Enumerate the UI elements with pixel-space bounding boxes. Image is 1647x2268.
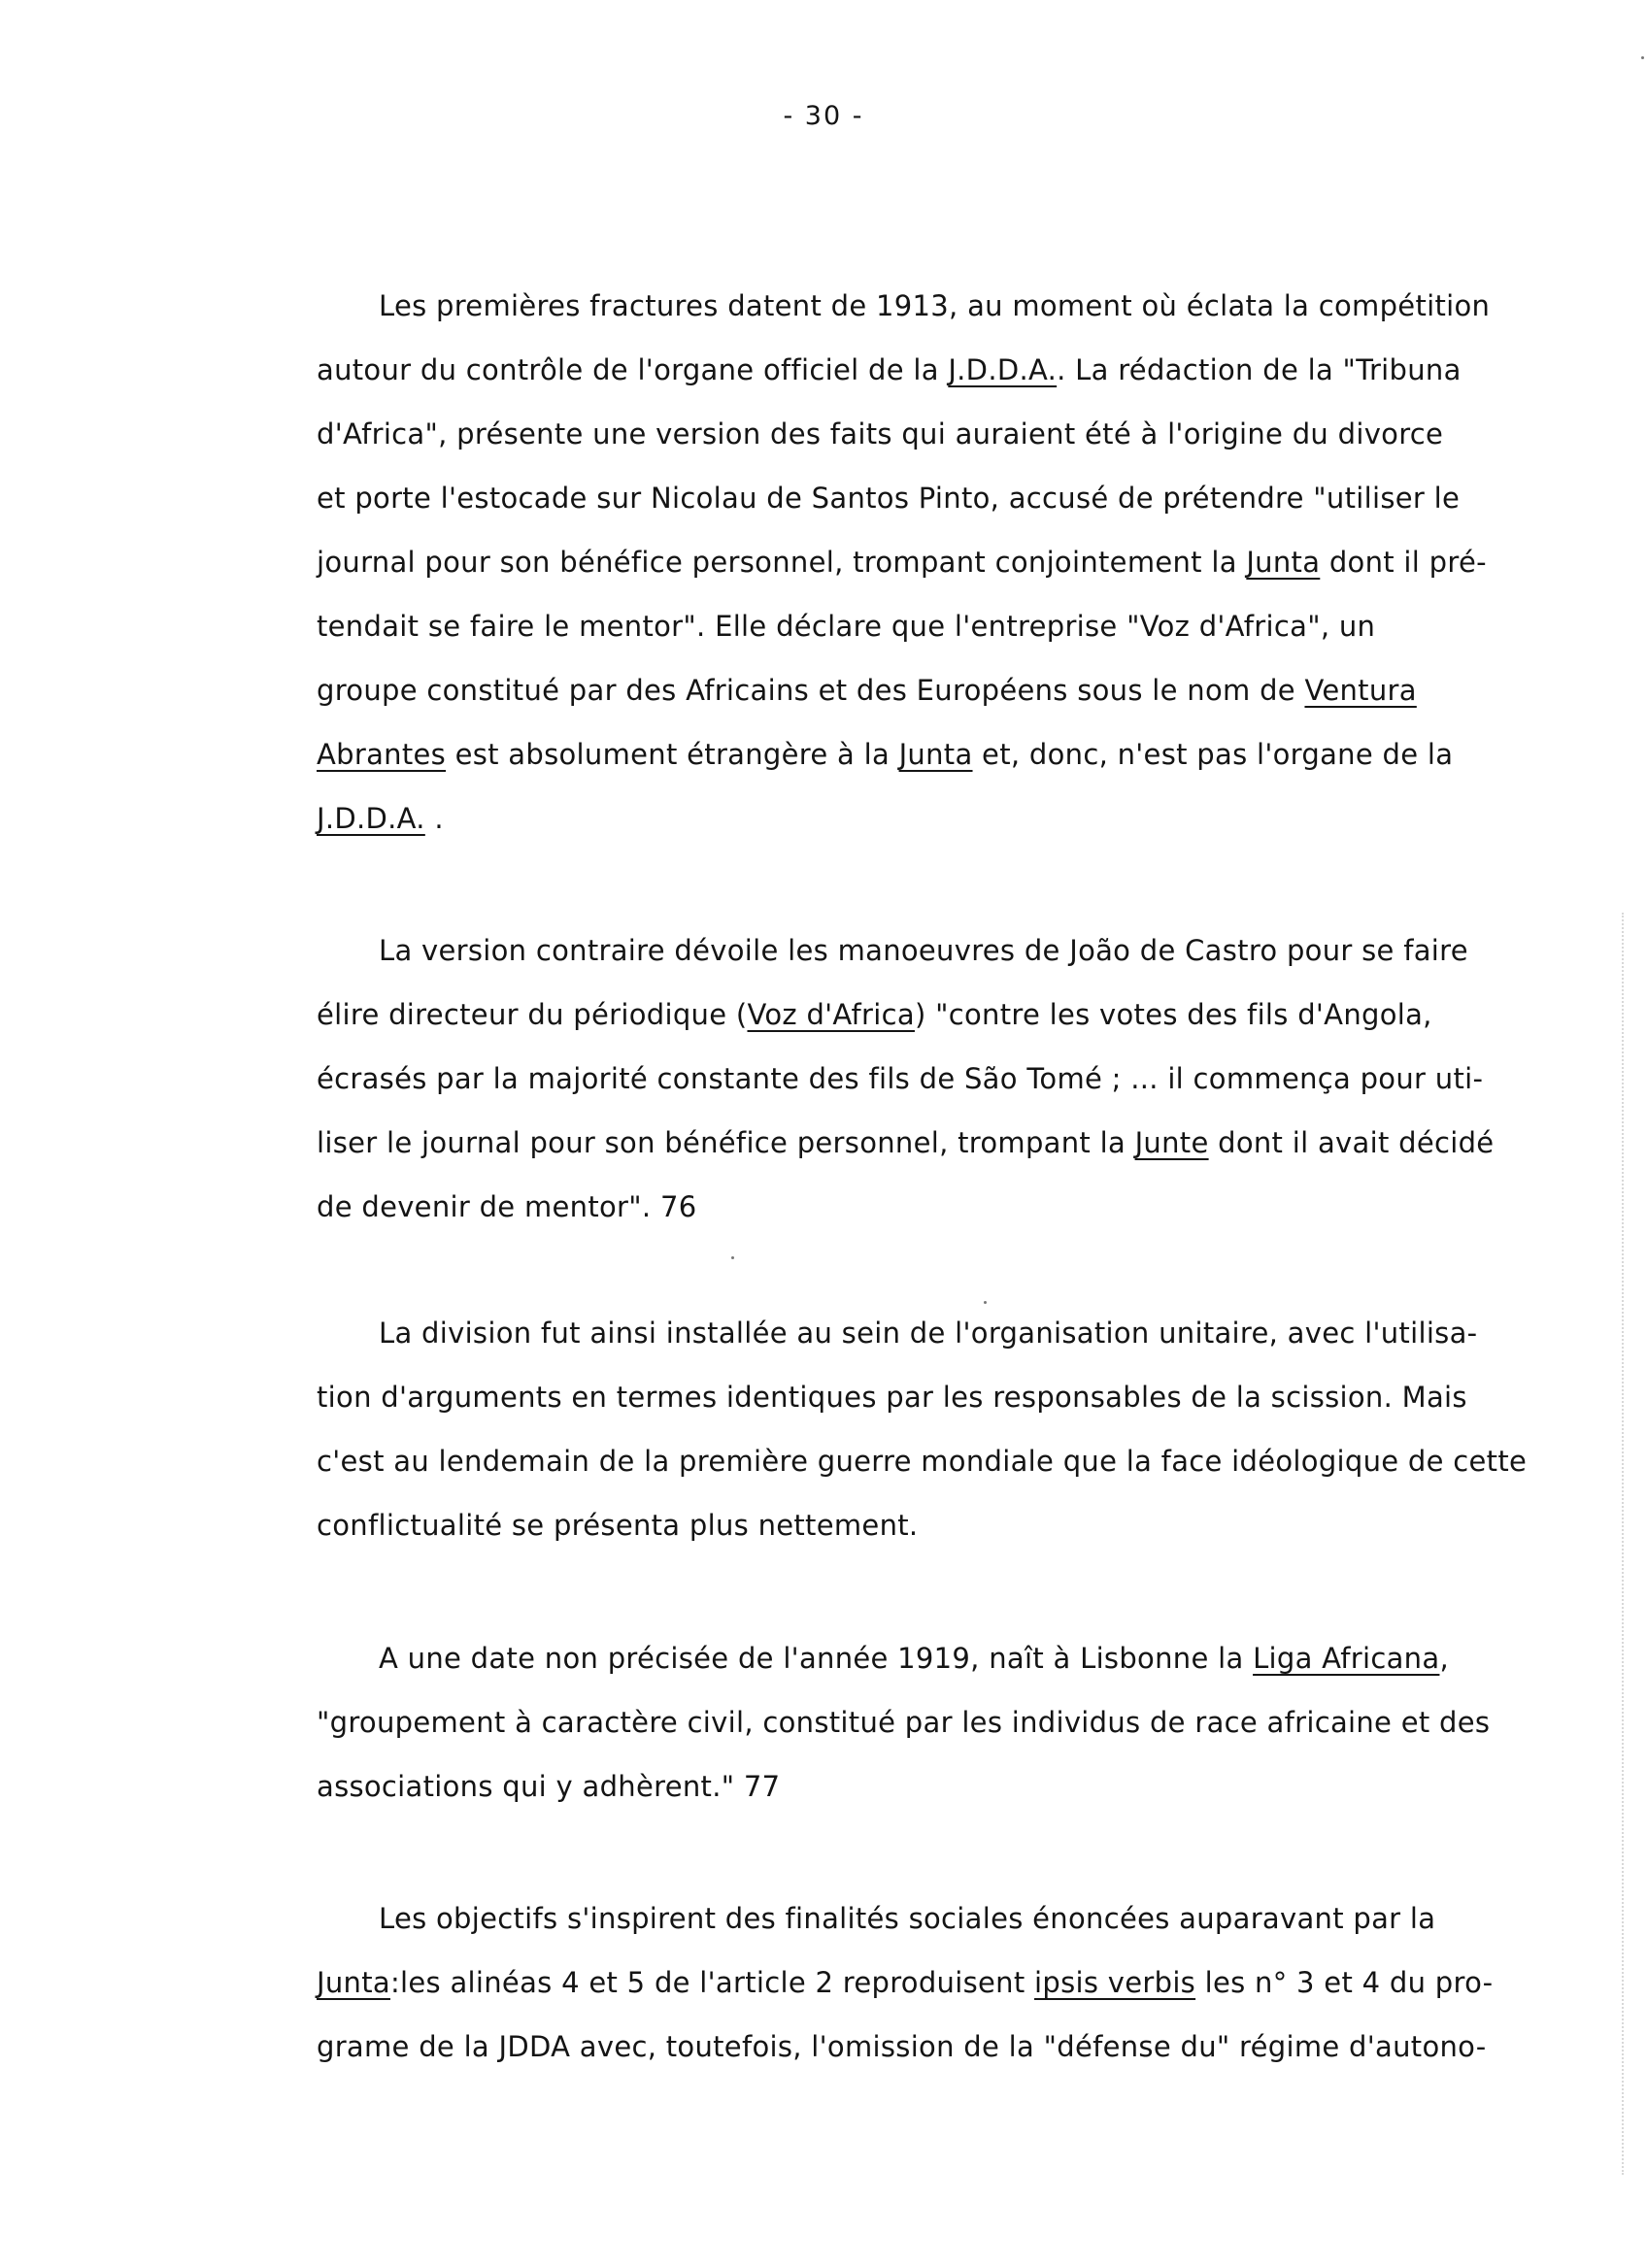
page-number: - 30 - xyxy=(783,101,864,131)
text-run: et porte l'estocade sur Nicolau de Santos Pinto, accusé de prétendre "utiliser le xyxy=(317,482,1461,515)
text-line xyxy=(317,722,1569,786)
underlined-term: J.D.D.A. xyxy=(948,353,1058,386)
text-run: journal pour son bénéfice personnel, trompant conjointement la xyxy=(317,546,1247,579)
text-run: et, donc, n'est pas l'organe de la xyxy=(972,738,1454,771)
text-run: tendait se faire le mentor". Elle déclare que l'entreprise "Voz d'Africa", un xyxy=(317,610,1376,643)
text-line xyxy=(317,786,1569,850)
text-line xyxy=(317,1047,1569,1111)
text-run: conflictualité se présenta plus nettement. xyxy=(317,1509,919,1542)
text-line xyxy=(317,402,1569,466)
paragraph xyxy=(317,1301,1569,1557)
text-run: écrasés par la majorité constante des fils de São Tomé ; ... il commença pour uti- xyxy=(317,1062,1484,1095)
text-run: de devenir de mentor". 76 xyxy=(317,1190,697,1223)
scan-speck xyxy=(731,1256,734,1259)
text-run: tion d'arguments en termes identiques par les responsables de la scission. Mais xyxy=(317,1381,1467,1414)
text-line xyxy=(317,338,1569,402)
text-run: Les objectifs s'inspirent des finalités sociales énoncées auparavant par la xyxy=(379,1902,1436,1935)
text-run: groupe constitué par des Africains et des Européens sous le nom de xyxy=(317,674,1305,707)
text-line xyxy=(317,594,1569,658)
underlined-term: Abrantes xyxy=(317,738,447,771)
text-run: les n° 3 et 4 du pro- xyxy=(1195,1966,1494,1999)
text-run: "groupement à caractère civil, constitué par les individus de race africaine et des xyxy=(317,1706,1491,1739)
text-run: :les alinéas 4 et 5 de l'article 2 reproduisent xyxy=(389,1966,1035,1999)
text-line xyxy=(317,1626,1569,1690)
text-run: élire directeur du périodique ( xyxy=(317,998,748,1031)
underlined-term: J.D.D.A. xyxy=(317,802,425,835)
paragraph xyxy=(317,1886,1569,2079)
text-line xyxy=(317,1175,1569,1239)
text-run: dont il pré- xyxy=(1320,546,1487,579)
text-line xyxy=(317,1301,1569,1365)
text-run: est absolument étrangère à la xyxy=(446,738,899,771)
underlined-term: Voz d'Africa xyxy=(747,998,915,1031)
text-run: . La rédaction de la "Tribuna xyxy=(1057,353,1462,386)
text-run: Les premières fractures datent de 1913, au moment où éclata la compétition xyxy=(379,289,1491,322)
text-run: La division fut ainsi installée au sein de l'organisation unitaire, avec l'utilisa- xyxy=(379,1317,1478,1350)
text-run: , xyxy=(1439,1642,1449,1675)
text-line xyxy=(317,1754,1569,1818)
text-line xyxy=(317,658,1569,722)
underlined-term: Liga Africana xyxy=(1253,1642,1440,1675)
underlined-term: Junta xyxy=(317,1966,390,1999)
text-run: A une date non précisée de l'année 1919, naît à Lisbonne la xyxy=(379,1642,1254,1675)
text-run: . xyxy=(424,802,444,835)
paragraph xyxy=(317,918,1569,1239)
text-line xyxy=(317,466,1569,530)
text-line xyxy=(317,1951,1569,2015)
paragraph xyxy=(317,1626,1569,1818)
underlined-term: Junta xyxy=(1246,546,1321,579)
text-line xyxy=(317,983,1569,1047)
text-run: c'est au lendemain de la première guerre mondiale que la face idéologique de cette xyxy=(317,1445,1528,1478)
text-line xyxy=(317,1886,1569,1951)
text-run: liser le journal pour son bénéfice personnel, trompant la xyxy=(317,1126,1135,1159)
text-run: grame de la JDDA avec, toutefois, l'omission de la "défense du" régime d'autono- xyxy=(317,2030,1487,2063)
text-line xyxy=(317,1690,1569,1754)
text-line xyxy=(317,918,1569,983)
text-run: associations qui y adhèrent." 77 xyxy=(317,1770,781,1803)
scan-edge-marks xyxy=(1622,913,1630,2175)
scan-speck xyxy=(984,1301,987,1304)
text-run: autour du contrôle de l'organe officiel de la xyxy=(317,353,949,386)
text-line xyxy=(317,2015,1569,2079)
text-run: dont il avait décidé xyxy=(1208,1126,1495,1159)
text-line xyxy=(317,1493,1569,1557)
paragraph xyxy=(317,274,1569,850)
text-line xyxy=(317,1111,1569,1175)
text-line xyxy=(317,1429,1569,1493)
text-run: La version contraire dévoile les manoeuvres de João de Castro pour se faire xyxy=(379,934,1468,967)
text-run: ) "contre les votes des fils d'Angola, xyxy=(914,998,1432,1031)
scan-speck xyxy=(1641,56,1644,59)
underlined-term: Junta xyxy=(898,738,973,771)
underlined-term: Ventura xyxy=(1304,674,1417,707)
text-line xyxy=(317,1365,1569,1429)
text-run: d'Africa", présente une version des faits qui auraient été à l'origine du divorce xyxy=(317,417,1444,450)
underlined-term: Junte xyxy=(1134,1126,1209,1159)
text-line xyxy=(317,530,1569,594)
text-line xyxy=(317,274,1569,338)
underlined-term: ipsis verbis xyxy=(1034,1966,1196,1999)
